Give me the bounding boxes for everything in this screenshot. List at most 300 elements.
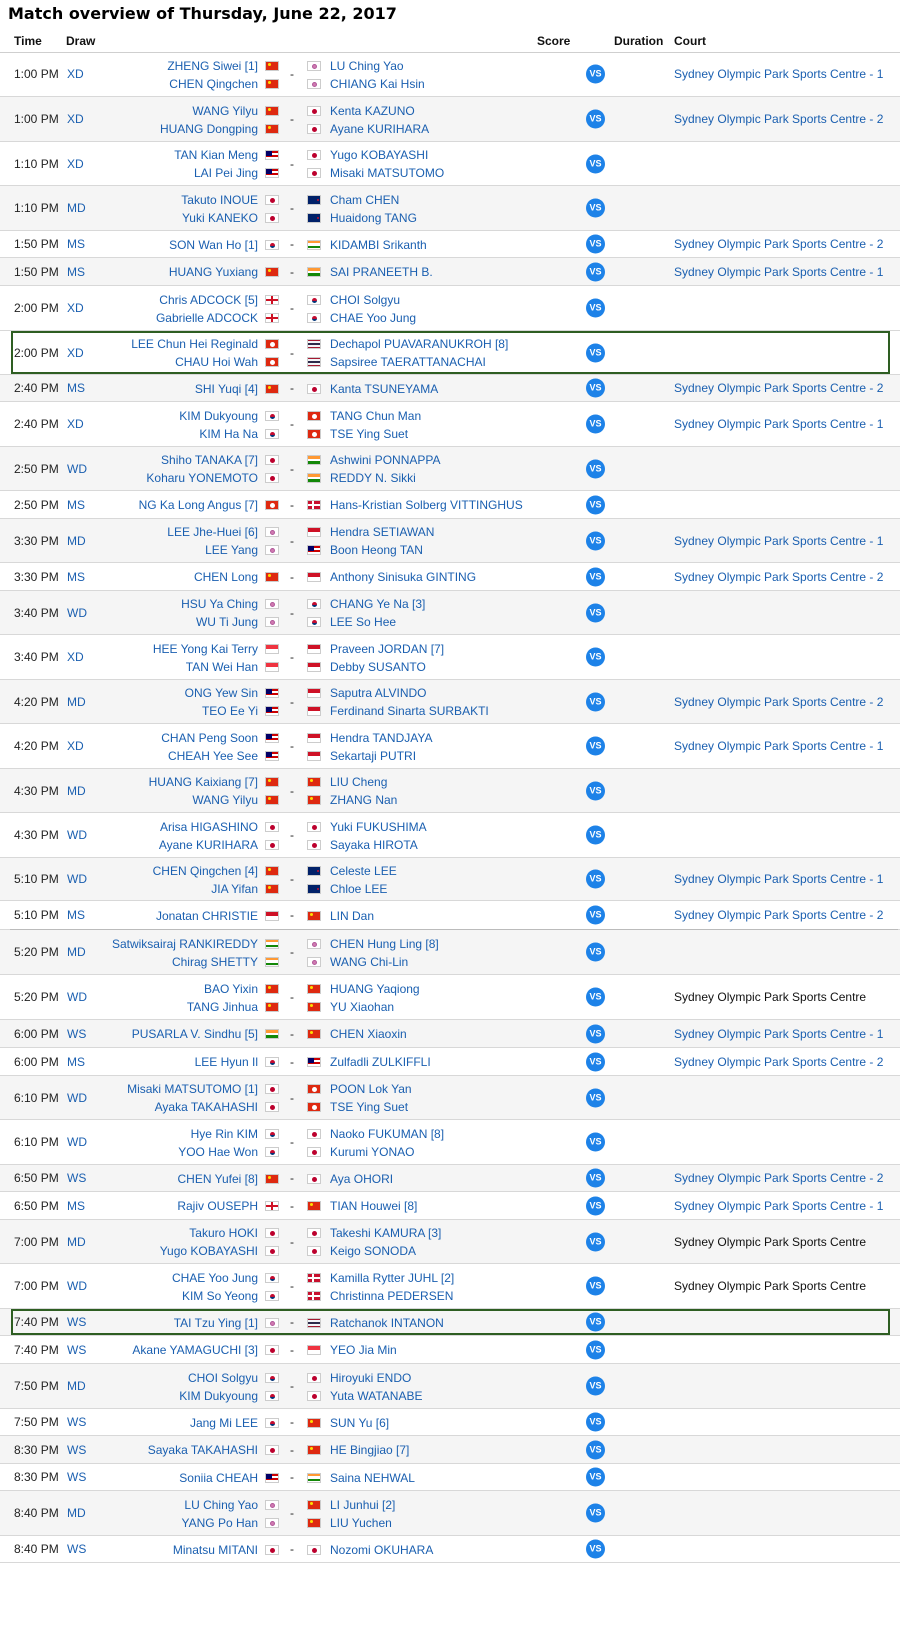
left-player-link[interactable]: Jonatan CHRISTIE [155, 908, 258, 923]
left-player-link[interactable]: Sayaka TAKAHASHI [147, 1443, 258, 1457]
match-draw-link[interactable]: WS [67, 1315, 87, 1329]
match-row[interactable] [0, 1264, 900, 1309]
court-link[interactable]: Sydney Olympic Park Sports Centre - 2 [674, 112, 884, 126]
versus-dash: - [290, 1054, 294, 1069]
match-draw-link[interactable]: WD [67, 872, 87, 886]
right-player-link[interactable]: Kenta KAZUNO [330, 103, 415, 118]
vs-badge-icon[interactable]: VS [586, 235, 605, 254]
vs-badge-icon[interactable]: VS [586, 943, 605, 962]
match-row[interactable] [0, 519, 900, 563]
tpe-flag-icon [265, 1518, 279, 1528]
left-player-link[interactable]: LEE Chun Hei Reginald [131, 337, 258, 351]
left-player-link[interactable]: Rajiv OUSEPH [177, 1199, 258, 1213]
left-player-link[interactable]: JIA Yifan [211, 881, 258, 896]
right-player-link[interactable]: Hendra TANDJAYA [330, 730, 433, 745]
versus-dash: - [290, 1415, 294, 1429]
vs-badge-icon[interactable]: VS [586, 1540, 605, 1559]
left-player-link[interactable]: Chris ADCOCK [5] [159, 292, 258, 307]
left-player-link[interactable]: HSU Ya Ching [181, 597, 258, 611]
mas-flag-icon [307, 1057, 321, 1067]
left-player-link[interactable]: SHI Yuqi [4] [194, 381, 258, 396]
match-time: 3:40 PM [14, 650, 59, 664]
vs-badge-icon[interactable]: VS [586, 567, 605, 586]
left-player-link[interactable]: CHEN Qingchen [4] [152, 863, 258, 878]
left-player-link[interactable]: WANG Yilyu [192, 793, 258, 807]
match-draw-link[interactable]: MS [67, 569, 85, 584]
vs-badge-icon[interactable]: VS [586, 1440, 605, 1459]
left-player-link[interactable]: TAN Wei Han [185, 659, 258, 674]
match-row[interactable] [0, 331, 900, 375]
right-player-link[interactable]: TANG Chun Man [330, 408, 422, 423]
left-player-link[interactable]: LAI Pei Jing [193, 166, 258, 180]
right-player-link[interactable]: POON Lok Yan [330, 1082, 412, 1096]
match-row[interactable] [0, 858, 900, 901]
match-row[interactable] [0, 286, 900, 331]
kor-flag-icon [265, 1373, 279, 1383]
left-player-link[interactable]: LEE Hyun Il [194, 1055, 258, 1069]
match-draw-link[interactable]: WD [67, 1090, 87, 1105]
right-player-link[interactable]: Anthony Sinisuka GINTING [330, 570, 477, 584]
vs-badge-icon[interactable]: VS [586, 1088, 605, 1107]
tpe-flag-icon [307, 939, 321, 949]
court-link[interactable]: Sydney Olympic Park Sports Centre - 1 [674, 67, 884, 81]
vs-badge-icon[interactable]: VS [586, 1468, 605, 1487]
match-row[interactable] [0, 635, 900, 680]
match-draw-link[interactable]: WS [67, 1542, 87, 1556]
court-link[interactable]: Sydney Olympic Park Sports Centre - 2 [674, 569, 884, 584]
court-link[interactable]: Sydney Olympic Park Sports Centre - 1 [674, 872, 884, 886]
right-player-link[interactable]: ZHANG Nan [330, 793, 398, 807]
right-player-link[interactable]: Cham CHEN [330, 192, 400, 207]
left-player-link[interactable]: Arisa HIGASHINO [159, 819, 258, 834]
match-draw-link[interactable]: XD [67, 417, 84, 431]
match-draw-link[interactable]: MS [67, 237, 85, 251]
match-draw-link[interactable]: WD [67, 1135, 87, 1149]
match-row[interactable] [0, 1464, 900, 1491]
match-row[interactable] [0, 930, 900, 975]
match-draw-link[interactable]: XD [67, 67, 84, 81]
left-player-link[interactable]: CHEN Qingchen [169, 76, 258, 91]
chn-flag-icon [307, 1201, 321, 1211]
right-player-link[interactable]: Zulfadli ZULKIFFLI [330, 1055, 431, 1069]
ind-flag-icon [265, 957, 279, 967]
right-player-link[interactable]: TSE Ying Suet [330, 1100, 409, 1114]
match-draw-link[interactable]: WS [67, 1442, 87, 1457]
left-player-link[interactable]: KIM Dukyoung [179, 1388, 258, 1403]
match-draw-link[interactable]: MD [67, 694, 86, 709]
vs-badge-icon[interactable]: VS [586, 906, 605, 925]
left-player-link[interactable]: CHAE Yoo Jung [171, 1270, 258, 1285]
right-player-link[interactable]: Hans-Kristian Solberg VITTINGHUS [330, 498, 523, 512]
court-link[interactable]: Sydney Olympic Park Sports Centre [674, 1279, 867, 1293]
match-draw-link[interactable]: XD [67, 301, 84, 315]
right-player-link[interactable]: Christinna PEDERSEN [330, 1288, 454, 1303]
match-draw-link[interactable]: MS [67, 908, 85, 922]
right-player-link[interactable]: CHOI Solgyu [330, 292, 401, 307]
right-player-link[interactable]: LI Junhui [2] [330, 1497, 396, 1512]
match-row[interactable] [0, 1220, 900, 1264]
left-player-link[interactable]: Jang Mi LEE [189, 1415, 258, 1430]
vs-badge-icon[interactable]: VS [586, 737, 605, 756]
right-player-link[interactable]: Praveen JORDAN [7] [330, 641, 445, 656]
versus-dash: - [290, 497, 294, 512]
left-player-link[interactable]: TEO Ee Yi [201, 704, 258, 718]
right-player-link[interactable]: Boon Heong TAN [330, 543, 423, 557]
ind-flag-icon [307, 1473, 321, 1483]
vs-badge-icon[interactable]: VS [586, 781, 605, 800]
right-player-link[interactable]: Sekartaji PUTRI [330, 748, 417, 763]
left-player-link[interactable]: Soniia CHEAH [179, 1470, 258, 1485]
left-player-link[interactable]: HEE Yong Kai Terry [152, 641, 258, 656]
match-draw-link[interactable]: XD [67, 345, 84, 360]
match-draw-link[interactable]: MD [67, 945, 86, 959]
right-player-link[interactable]: Kanta TSUNEYAMA [330, 381, 439, 396]
vs-badge-icon[interactable]: VS [586, 648, 605, 667]
match-draw-link[interactable]: WS [67, 1026, 87, 1041]
left-player-link[interactable]: LEE Yang [205, 543, 258, 557]
right-player-link[interactable]: LIU Cheng [330, 775, 388, 789]
vs-badge-icon[interactable]: VS [586, 262, 605, 281]
right-player-link[interactable]: WANG Chi-Lin [330, 954, 409, 969]
left-player-link[interactable]: Ayaka TAKAHASHI [154, 1100, 258, 1114]
versus-dash: - [290, 1135, 294, 1149]
left-player-link[interactable]: PUSARLA V. Sindhu [5] [131, 1027, 258, 1041]
left-player-link[interactable]: LEE Jhe-Huei [6] [167, 525, 258, 539]
court-link[interactable]: Sydney Olympic Park Sports Centre - 2 [674, 908, 884, 922]
left-player-link[interactable]: Gabrielle ADCOCK [155, 310, 258, 325]
left-player-link[interactable]: CHEN Long [193, 570, 258, 584]
match-draw-link[interactable]: MD [67, 783, 86, 798]
match-draw-link[interactable]: MS [67, 264, 85, 279]
kor-flag-icon [307, 617, 321, 627]
match-row[interactable] [0, 375, 900, 402]
match-row[interactable] [0, 563, 900, 591]
vs-badge-icon[interactable]: VS [586, 1196, 605, 1215]
tpe-flag-icon [307, 61, 321, 71]
right-player-link[interactable]: CHEN Hung Ling [8] [330, 936, 439, 951]
right-player-link[interactable]: Keigo SONODA [330, 1244, 417, 1258]
match-row[interactable] [0, 491, 900, 519]
match-row[interactable] [0, 1409, 900, 1436]
match-row[interactable] [0, 1048, 900, 1076]
match-row[interactable] [0, 975, 900, 1020]
eng-flag-icon [265, 1201, 279, 1211]
right-player-link[interactable]: Debby SUSANTO [330, 659, 426, 674]
match-draw-link[interactable]: MS [67, 381, 85, 395]
right-player-link[interactable]: LIU Yuchen [330, 1515, 392, 1530]
right-player-link[interactable]: Hendra SETIAWAN [330, 525, 435, 539]
left-player-link[interactable]: Ayane KURIHARA [158, 837, 258, 852]
match-row[interactable] [0, 186, 900, 231]
vs-badge-icon[interactable]: VS [586, 199, 605, 218]
match-row[interactable] [0, 1076, 900, 1120]
match-row[interactable] [0, 769, 900, 813]
right-player-link[interactable]: CHAE Yoo Jung [330, 310, 417, 325]
right-player-link[interactable]: Sayaka HIROTA [330, 837, 418, 852]
tha-flag-icon [307, 339, 321, 349]
match-row[interactable] [0, 97, 900, 142]
left-player-link[interactable]: Koharu YONEMOTO [146, 471, 258, 485]
vs-badge-icon[interactable]: VS [586, 65, 605, 84]
court-link[interactable]: Sydney Olympic Park Sports Centre - 1 [674, 739, 884, 753]
right-player-link[interactable]: Kamilla Rytter JUHL [2] [330, 1270, 455, 1285]
left-player-link[interactable]: YANG Po Han [181, 1515, 258, 1530]
court-link[interactable]: Sydney Olympic Park Sports Centre [674, 1234, 867, 1249]
court-link[interactable]: Sydney Olympic Park Sports Centre [674, 990, 867, 1004]
match-draw-link[interactable]: MD [67, 1379, 86, 1393]
match-time: 5:10 PM [14, 872, 59, 886]
right-player-link[interactable]: Sapsiree TAERATTANACHAI [330, 355, 486, 369]
match-row[interactable] [0, 591, 900, 635]
left-player-link[interactable]: WANG Yilyu [192, 103, 258, 118]
vs-badge-icon[interactable]: VS [586, 692, 605, 711]
kor-flag-icon [265, 1273, 279, 1283]
left-player-link[interactable]: Yuki KANEKO [181, 210, 258, 225]
versus-dash: - [290, 201, 294, 215]
vs-badge-icon[interactable]: VS [586, 415, 605, 434]
right-player-link[interactable]: CHANG Ye Na [3] [330, 597, 426, 611]
right-player-link[interactable]: Ayane KURIHARA [330, 121, 430, 136]
right-player-link[interactable]: HE Bingjiao [7] [330, 1443, 410, 1457]
jpn-flag-icon [265, 1345, 279, 1355]
jpn-flag-icon [307, 822, 321, 832]
left-player-link[interactable]: YOO Hae Won [178, 1144, 258, 1159]
vs-badge-icon[interactable]: VS [586, 1169, 605, 1188]
vs-badge-icon[interactable]: VS [586, 1024, 605, 1043]
match-draw-link[interactable]: WD [67, 461, 87, 476]
vs-badge-icon[interactable]: VS [586, 299, 605, 318]
left-player-link[interactable]: KIM So Yeong [181, 1288, 258, 1303]
left-player-link[interactable]: ZHENG Siwei [1] [167, 58, 258, 73]
eng-flag-icon [265, 313, 279, 323]
vs-badge-icon[interactable]: VS [586, 826, 605, 845]
match-draw-link[interactable]: MD [67, 201, 86, 215]
right-player-link[interactable]: Yuta WATANABE [330, 1388, 423, 1403]
left-player-link[interactable]: Satwiksairaj RANKIREDDY [111, 936, 258, 951]
vs-badge-icon[interactable]: VS [586, 1504, 605, 1523]
left-player-link[interactable]: CHAU Hoi Wah [175, 355, 258, 369]
right-player-link[interactable]: LU Ching Yao [330, 58, 404, 73]
vs-badge-icon[interactable]: VS [586, 1313, 605, 1332]
right-player-link[interactable]: Ferdinand Sinarta SURBAKTI [330, 704, 489, 718]
right-player-link[interactable]: CHEN Xiaoxin [330, 1027, 407, 1041]
left-player-link[interactable]: Hye Rin KIM [190, 1126, 258, 1141]
right-player-link[interactable]: LEE So Hee [330, 615, 397, 629]
versus-dash: - [290, 1442, 294, 1457]
left-player-link[interactable]: CHEN Yufei [8] [177, 1171, 258, 1186]
match-draw-link[interactable]: XD [67, 650, 84, 664]
match-row[interactable] [0, 142, 900, 186]
vs-badge-icon[interactable]: VS [586, 1377, 605, 1396]
match-row[interactable] [0, 813, 900, 858]
right-player-link[interactable]: SAI PRANEETH B. [330, 265, 433, 279]
vs-badge-icon[interactable]: VS [586, 1413, 605, 1432]
left-player-link[interactable]: HUANG Yuxiang [168, 265, 258, 279]
vs-badge-icon[interactable]: VS [586, 154, 605, 173]
match-draw-link[interactable]: WS [67, 1415, 87, 1429]
left-player-link[interactable]: BAO Yixin [203, 981, 258, 996]
court-link[interactable]: Sydney Olympic Park Sports Centre - 2 [674, 381, 884, 395]
left-player-link[interactable]: CHAN Peng Soon [161, 730, 258, 745]
match-row[interactable] [0, 1309, 900, 1336]
court-link[interactable]: Sydney Olympic Park Sports Centre - 2 [674, 237, 884, 251]
right-player-link[interactable]: Ashwini PONNAPPA [330, 453, 441, 467]
match-draw-link[interactable]: MD [67, 533, 86, 548]
vs-badge-icon[interactable]: VS [586, 343, 605, 362]
left-player-link[interactable]: NG Ka Long Angus [7] [138, 498, 258, 512]
court-link[interactable]: Sydney Olympic Park Sports Centre - 1 [674, 1026, 884, 1041]
left-player-link[interactable]: Misaki MATSUTOMO [1] [127, 1082, 258, 1096]
left-player-link[interactable]: Takuto INOUE [181, 192, 258, 207]
left-player-link[interactable]: TANG Jinhua [186, 999, 258, 1014]
left-player-link[interactable]: KIM Dukyoung [179, 408, 258, 423]
left-player-link[interactable]: Yugo KOBAYASHI [159, 1244, 258, 1258]
court-link[interactable]: Sydney Olympic Park Sports Centre - 1 [674, 533, 884, 548]
jpn-flag-icon [307, 150, 321, 160]
right-player-link[interactable]: Kurumi YONAO [330, 1144, 415, 1159]
match-row[interactable] [0, 1165, 900, 1192]
left-player-link[interactable]: Chirag SHETTY [171, 954, 258, 969]
match-draw-link[interactable]: WS [67, 1342, 87, 1357]
match-draw-link[interactable]: MD [67, 1506, 86, 1520]
right-player-link[interactable]: Ratchanok INTANON [330, 1315, 444, 1330]
left-player-link[interactable]: Minatsu MITANI [172, 1542, 258, 1557]
match-draw-link[interactable]: WD [67, 605, 87, 620]
left-player-link[interactable]: TAI Tzu Ying [1] [173, 1315, 258, 1330]
right-player-link[interactable]: Celeste LEE [330, 863, 397, 878]
right-player-link[interactable]: YEO Jia Min [330, 1343, 397, 1357]
chn-flag-icon [307, 795, 321, 805]
right-player-link[interactable]: Takeshi KAMURA [3] [330, 1226, 442, 1240]
match-row[interactable] [0, 724, 900, 769]
hkg-flag-icon [307, 429, 321, 439]
match-row[interactable] [0, 1436, 900, 1464]
match-draw-link[interactable]: MS [67, 1198, 85, 1213]
match-row[interactable] [0, 680, 900, 724]
vs-badge-icon[interactable]: VS [586, 1133, 605, 1152]
match-row[interactable] [0, 447, 900, 491]
court-link[interactable]: Sydney Olympic Park Sports Centre - 2 [674, 1171, 884, 1185]
vs-badge-icon[interactable]: VS [586, 870, 605, 889]
vs-badge-icon[interactable]: VS [586, 379, 605, 398]
match-row[interactable] [0, 231, 900, 258]
match-draw-link[interactable]: WS [67, 1470, 87, 1484]
vs-badge-icon[interactable]: VS [586, 1052, 605, 1071]
right-player-link[interactable]: CHIANG Kai Hsin [330, 76, 425, 91]
match-row[interactable] [0, 1491, 900, 1536]
left-player-link[interactable]: KIM Ha Na [199, 426, 258, 441]
vs-badge-icon[interactable]: VS [586, 1277, 605, 1296]
right-player-link[interactable]: Nozomi OKUHARA [330, 1542, 434, 1557]
kor-flag-icon [307, 599, 321, 609]
match-time: 6:10 PM [14, 1090, 59, 1105]
court-link[interactable]: Sydney Olympic Park Sports Centre - 1 [674, 417, 884, 431]
right-player-link[interactable]: REDDY N. Sikki [330, 471, 416, 485]
match-row[interactable] [0, 1020, 900, 1048]
match-row[interactable] [0, 1192, 900, 1220]
right-player-link[interactable]: TIAN Houwei [8] [330, 1199, 418, 1213]
right-player-link[interactable]: LIN Dan [330, 908, 375, 923]
left-player-link[interactable]: SON Wan Ho [1] [169, 237, 258, 252]
vs-badge-icon[interactable]: VS [586, 1232, 605, 1251]
right-player-link[interactable]: Chloe LEE [330, 881, 388, 896]
right-player-link[interactable]: KIDAMBI Srikanth [330, 237, 427, 252]
match-draw-link[interactable]: WD [67, 1279, 87, 1293]
right-player-link[interactable]: Huaidong TANG [330, 210, 417, 225]
match-draw-link[interactable]: WS [67, 1171, 87, 1185]
right-player-link[interactable]: Saina NEHWAL [330, 1470, 415, 1485]
match-time: 7:50 PM [14, 1379, 59, 1393]
vs-badge-icon[interactable]: VS [586, 988, 605, 1007]
match-row[interactable] [0, 52, 900, 97]
left-player-link[interactable]: TAN Kian Meng [174, 148, 258, 162]
left-player-link[interactable]: Akane YAMAGUCHI [3] [132, 1343, 258, 1357]
left-player-link[interactable]: CHEAH Yee See [167, 748, 258, 763]
right-player-link[interactable]: TSE Ying Suet [330, 426, 409, 441]
left-player-link[interactable]: CHOI Solgyu [187, 1370, 258, 1385]
vs-badge-icon[interactable]: VS [586, 531, 605, 550]
left-player-link[interactable]: HUANG Dongping [159, 121, 258, 136]
match-draw-link[interactable]: WD [67, 990, 87, 1004]
match-row[interactable] [0, 901, 900, 930]
right-player-link[interactable]: Dechapol PUAVARANUKROH [8] [330, 337, 509, 351]
court-link[interactable]: Sydney Olympic Park Sports Centre - 2 [674, 1054, 884, 1069]
vs-badge-icon[interactable]: VS [586, 495, 605, 514]
court-link[interactable]: Sydney Olympic Park Sports Centre - 1 [674, 264, 884, 279]
right-player-link[interactable]: Saputra ALVINDO [330, 686, 427, 700]
vs-badge-icon[interactable]: VS [586, 1340, 605, 1359]
vs-badge-icon[interactable]: VS [586, 459, 605, 478]
kor-flag-icon [265, 1057, 279, 1067]
match-draw-link[interactable]: XD [67, 112, 84, 126]
match-draw-link[interactable]: MS [67, 497, 85, 512]
match-row[interactable] [0, 1536, 900, 1563]
left-player-link[interactable]: ONG Yew Sin [184, 686, 258, 700]
left-player-link[interactable]: Takuro HOKI [189, 1226, 258, 1240]
right-player-link[interactable]: Misaki MATSUTOMO [330, 166, 445, 180]
versus-dash: - [290, 1315, 294, 1329]
right-player-link[interactable]: YU Xiaohan [330, 999, 395, 1014]
court-link[interactable]: Sydney Olympic Park Sports Centre - 1 [674, 1198, 884, 1213]
left-player-link[interactable]: WU Ti Jung [195, 615, 258, 629]
match-draw-link[interactable]: MS [67, 1054, 85, 1069]
right-player-link[interactable]: HUANG Yaqiong [330, 981, 420, 996]
match-draw-link[interactable]: MD [67, 1234, 86, 1249]
match-row[interactable] [0, 258, 900, 286]
right-player-link[interactable]: Hiroyuki ENDO [330, 1370, 412, 1385]
left-player-link[interactable]: Shiho TANAKA [7] [161, 453, 258, 467]
match-draw-link[interactable]: XD [67, 156, 84, 171]
match-draw-link[interactable]: XD [67, 739, 84, 753]
match-row[interactable] [0, 1120, 900, 1165]
right-player-link[interactable]: Yuki FUKUSHIMA [330, 819, 427, 834]
jpn-flag-icon [265, 822, 279, 832]
right-player-link[interactable]: Yugo KOBAYASHI [330, 148, 429, 162]
match-draw-link[interactable]: WD [67, 828, 87, 842]
right-player-link[interactable]: Naoko FUKUMAN [8] [330, 1126, 445, 1141]
right-player-link[interactable]: Aya OHORI [330, 1171, 394, 1186]
match-row[interactable] [0, 1364, 900, 1409]
vs-badge-icon[interactable]: VS [586, 603, 605, 622]
right-player-link[interactable]: SUN Yu [6] [330, 1415, 390, 1430]
match-time: 8:40 PM [14, 1506, 59, 1520]
match-row[interactable] [0, 402, 900, 447]
left-player-link[interactable]: LU Ching Yao [184, 1497, 258, 1512]
match-row[interactable] [0, 1336, 900, 1364]
left-player-link[interactable]: HUANG Kaixiang [7] [148, 775, 258, 789]
vs-badge-icon[interactable]: VS [586, 110, 605, 129]
court-link[interactable]: Sydney Olympic Park Sports Centre - 2 [674, 694, 884, 709]
